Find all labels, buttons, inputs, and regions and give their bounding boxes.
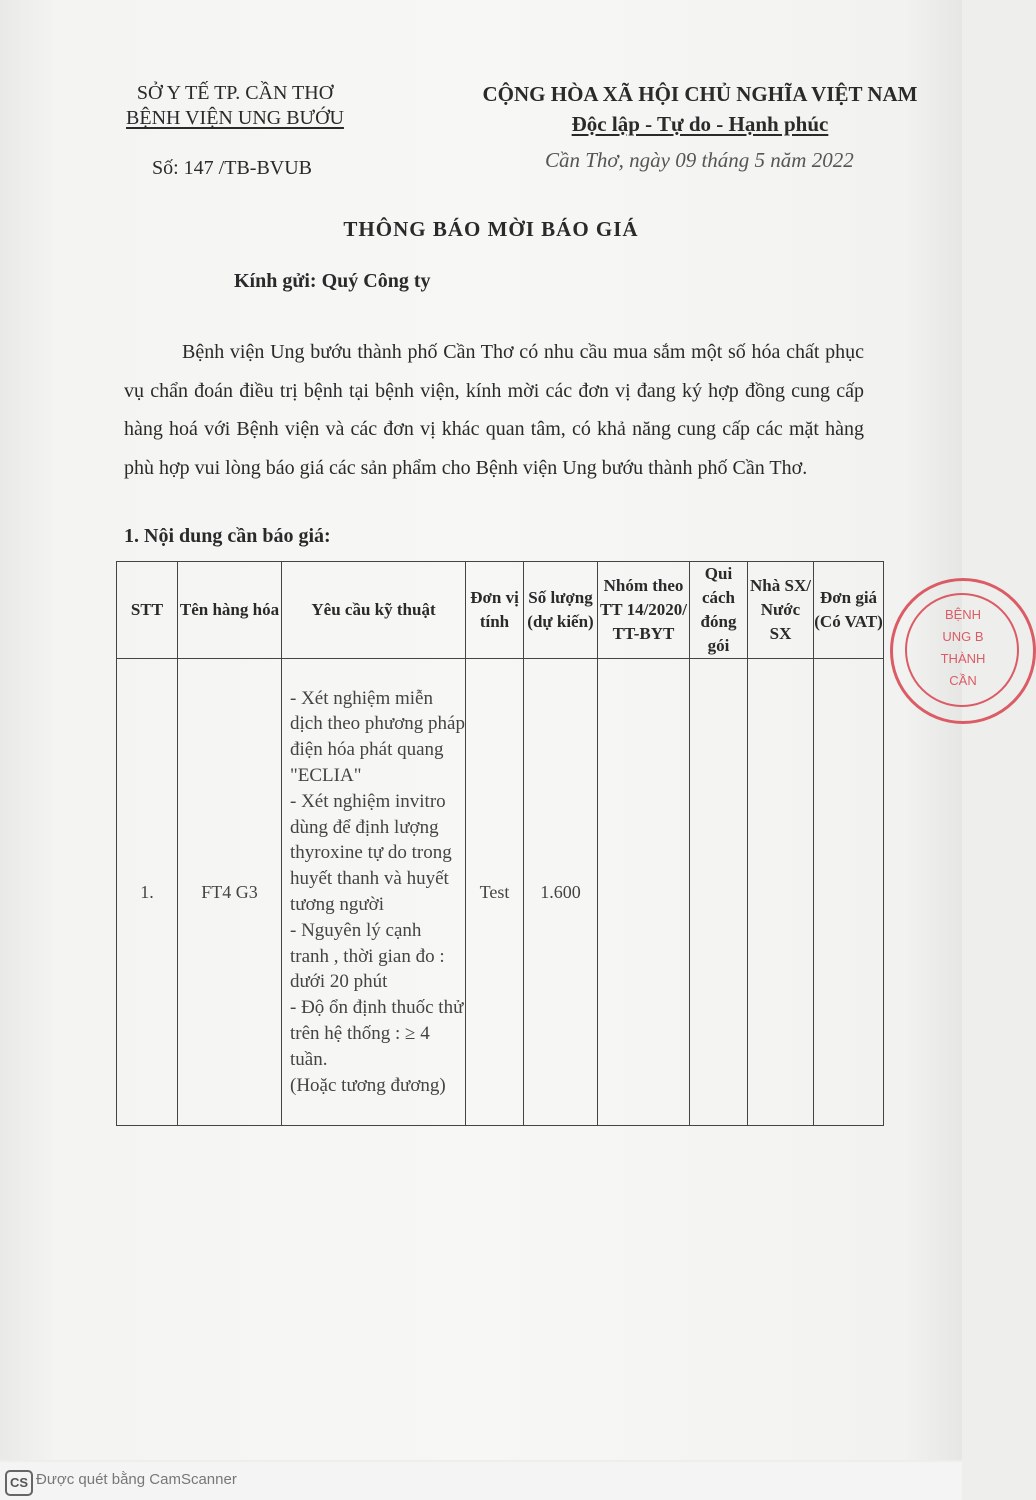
scanner-footer — [0, 1462, 962, 1500]
cell-price — [814, 659, 884, 1126]
hospital-name: BỆNH VIỆN UNG BƯỚU — [126, 107, 344, 129]
national-motto — [470, 109, 930, 139]
cell-manufacturer — [748, 659, 814, 1126]
header-price: Đơn giá (Có VAT) — [814, 562, 884, 659]
header-stt: STT — [117, 562, 178, 659]
republic-title: CỘNG HÒA XÃ HỘI CHỦ NGHĨA VIỆT NAM — [482, 82, 918, 106]
header-requirements: Yêu cầu kỹ thuật — [282, 562, 466, 659]
header-quantity: Số lượng (dự kiến) — [524, 562, 598, 659]
date-line: Cần Thơ, ngày 09 tháng 5 năm 2022 — [545, 148, 854, 172]
header-item-name: Tên hàng hóa — [178, 562, 282, 659]
cell-item-name: FT4 G3 — [178, 659, 282, 1126]
official-stamp — [890, 578, 1036, 724]
stamp-line-2: UNG B — [942, 629, 984, 644]
body-paragraph: Bệnh viện Ung bướu thành phố Cần Thơ có nhu cầu mua sắm một số hóa chất phục vụ chẩn đoán điều trị bệnh tại bệnh viện, kính mời các đơn vị đang ký hợp đồng cung cấp hàng hoá với Bệnh viện và các đơn vị khác quan tâm, có khả năng cung cấp các mặt hàng phù hợp vui lòng báo giá các sản phẩm cho Bệnh viện Ung bướu thành phố Cần Thơ. — [124, 341, 864, 479]
cell-packaging — [690, 659, 748, 1126]
stamp-line-1: BỆNH — [944, 607, 982, 622]
header-manufacturer: Nhà SX/ Nước SX — [748, 562, 814, 659]
table-header-row — [117, 562, 884, 659]
quote-table — [116, 561, 884, 1126]
camscanner-logo-icon: CS — [5, 1470, 33, 1496]
header-packaging: Qui cách đóng gói — [690, 562, 748, 659]
stamp-line-4: CẦN — [949, 673, 977, 688]
document-title: THÔNG BÁO MỜI BÁO GIÁ — [343, 217, 639, 241]
cell-unit: Test — [466, 659, 524, 1126]
table-row — [117, 659, 884, 1126]
cell-quantity: 1.600 — [524, 659, 598, 1126]
header-unit: Đơn vị tính — [466, 562, 524, 659]
cell-stt: 1. — [117, 659, 178, 1126]
document-number: Số: 147 /TB-BVUB — [152, 157, 313, 179]
header-group: Nhóm theo TT 14/2020/ TT-BYT — [598, 562, 690, 659]
cell-requirements: - Xét nghiệm miễn dịch theo phương pháp điện hóa phát quang "ECLIA" - Xét nghiệm invitro dùng để định lượng thyroxine tự do trong huyết thanh và huyết tương người - Nguyên lý cạnh tranh , thời gian đo : dưới 20 phút - Độ ổn định thuốc thử trên hệ thống : ≥ 4 tuần. (Hoặc tương đương) — [282, 659, 466, 1126]
stamp-line-3: THÀNH — [940, 651, 986, 666]
section-title: 1. Nội dung cần báo giá: — [124, 525, 331, 547]
cell-group — [598, 659, 690, 1126]
greeting: Kính gửi: Quý Công ty — [234, 270, 431, 292]
camscanner-watermark-text: Được quét bằng CamScanner — [36, 1471, 237, 1488]
motto-text: Độc lập - Tự do - Hạnh phúc — [571, 112, 829, 136]
agency-name: SỞ Y TẾ TP. CẦN THƠ — [136, 82, 334, 104]
